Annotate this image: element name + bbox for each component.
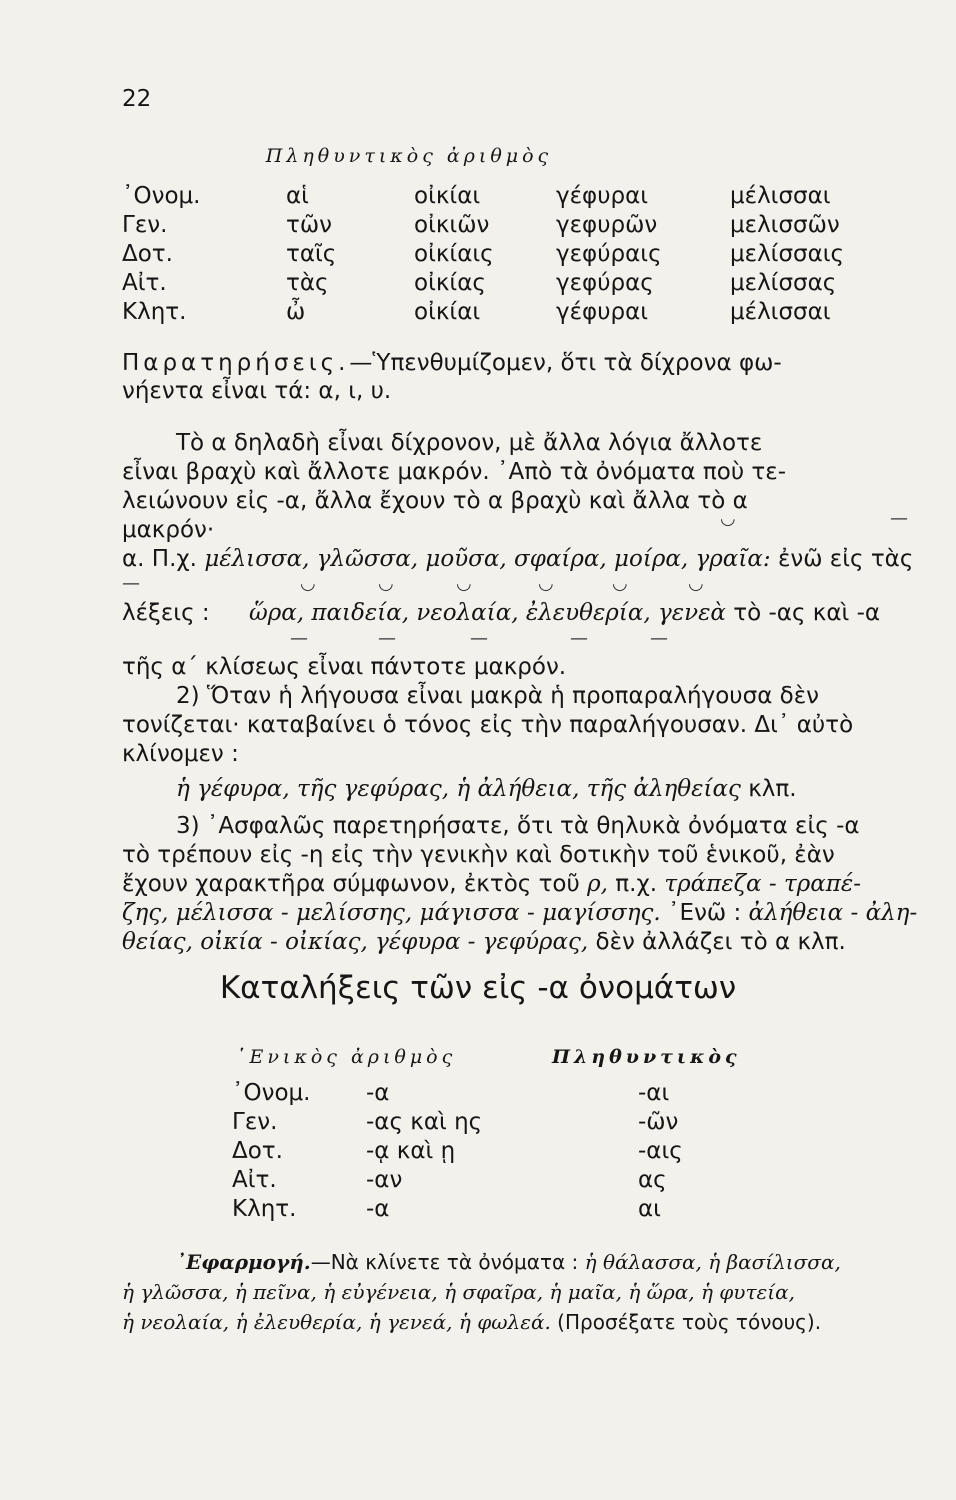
table-row: Κλητ. -α αι [232, 1196, 661, 1222]
plural-header: Πληθυντικὸς ἀριθμὸς [265, 145, 553, 167]
text-line: Παρατηρήσεις.—Ὑπενθυμίζομεν, ὅτι τὰ δίχρονα φω- [122, 350, 782, 376]
text-line: θείας, οἰκία - οἰκίας, γέφυρα - γεφύρας, δὲν ἀλλάζει τὸ α κλπ. [122, 929, 846, 955]
text-line: ἡ γέφυρα, τῆς γεφύρας, ἡ ἀλήθεια, τῆς ἀληθείας κλπ. [176, 776, 797, 802]
text-line: Τὸ α δηλαδὴ εἶναι δίχρονον, μὲ ἄλλα λόγια ἄλλοτε [176, 430, 763, 456]
table-row: Δοτ. ταῖς οἰκίαις γεφύραις μελίσσαις [122, 241, 845, 267]
text-line: λειώνουν εἰς -α, ἄλλα ἔχουν τὸ α βραχὺ καὶ ἄλλα τὸ α [122, 488, 748, 514]
text-line: λέξεις : ὥρα, παιδεία, νεολαία, ἐλευθερία, γενεὰ τὸ -ας καὶ -α [122, 600, 881, 626]
text-line: 3) ᾿Ασφαλῶς παρετηρήσατε, ὅτι τὰ θηλυκὰ ὀνόματα εἰς -α [176, 813, 860, 839]
quantity-marks: — — — — — [290, 628, 668, 649]
quantity-marks: ◡ — [720, 508, 908, 529]
text-line: ᾿Εφαρμογή.—Νὰ κλίνετε τὰ ὀνόματα : ἡ θάλασσα, ἡ βασίλισσα, [176, 1250, 841, 1274]
page-number: 22 [122, 86, 152, 112]
text-line: ζης, μέλισσα - μελίσσης, μάγισσα - μαγίσσης. ᾿Ενῶ : ἀλήθεια - ἀλη- [122, 900, 918, 926]
table-row: Αἰτ. τὰς οἰκίας γεφύρας μελίσσας [122, 270, 837, 296]
exercise-label: ᾿Εφαρμογή. [176, 1250, 311, 1274]
table-row: ᾿Ονομ. -α -αι [232, 1080, 670, 1106]
section-heading: Καταλήξεις τῶν εἰς -α ὀνομάτων [219, 970, 737, 1006]
quantity-marks: — ◡ ◡ ◡ ◡ ◡ ◡ [122, 573, 704, 594]
text-line: νήεντα εἶναι τά: α, ι, υ. [122, 378, 392, 404]
table-row: Γεν. -ας καὶ ης -ῶν [232, 1109, 679, 1135]
table-row: Δοτ. -ᾳ καὶ ῃ -αις [232, 1138, 683, 1164]
text-line: τῆς α΄ κλίσεως εἶναι πάντοτε μακρόν. [122, 654, 567, 680]
observations-label: Παρατηρήσεις. [122, 350, 350, 376]
text-line: ἡ νεολαία, ἡ ἐλευθερία, ἡ γενεά, ἡ φωλεά. (Προσέξατε τοὺς τόνους). [122, 1310, 822, 1334]
text-line: τὸ τρέπουν εἰς -η εἰς τὴν γενικὴν καὶ δοτικὴν τοῦ ἑνικοῦ, ἐὰν [122, 842, 835, 868]
text-line: μακρόν· [122, 517, 215, 543]
table-row: ᾿Ονομ. αἱ οἰκίαι γέφυραι μέλισσαι [122, 183, 831, 209]
text-line: εἶναι βραχὺ καὶ ἄλλοτε μακρόν. ᾿Απὸ τὰ ὀνόματα ποὺ τε- [122, 459, 787, 485]
table-row: Αἰτ. -αν ας [232, 1167, 667, 1193]
text-line: ἡ γλῶσσα, ἡ πεῖνα, ἡ εὐγένεια, ἡ σφαῖρα, ἡ μαῖα, ἡ ὥρα, ἡ φυτεία, [122, 1280, 795, 1304]
text-line: ἔχουν χαρακτῆρα σύμφωνον, ἐκτὸς τοῦ ρ, π.χ. τράπεζα - τραπέ- [122, 871, 861, 897]
table-row: Κλητ. ὦ οἰκίαι γέφυραι μέλισσαι [122, 299, 831, 325]
text-line: τονίζεται· καταβαίνει ὁ τόνος εἰς τὴν παραλήγουσαν. Δι᾿ αὐτὸ [122, 712, 854, 738]
text-line: κλίνομεν : [122, 741, 239, 767]
text-line: 2) Ὅταν ἡ λήγουσα εἶναι μακρὰ ἡ προπαραλήγουσα δὲν [176, 683, 820, 709]
table-row: Γεν. τῶν οἰκιῶν γεφυρῶν μελισσῶν [122, 212, 840, 238]
endings-header-row: ῾Ενικὸς ἀριθμὸς Πληθυντικὸς [236, 1046, 741, 1068]
text-line: α. Π.χ. μέλισσα, γλῶσσα, μοῦσα, σφαίρα, μοίρα, γραῖα: ἐνῶ εἰς τὰς [122, 546, 914, 572]
